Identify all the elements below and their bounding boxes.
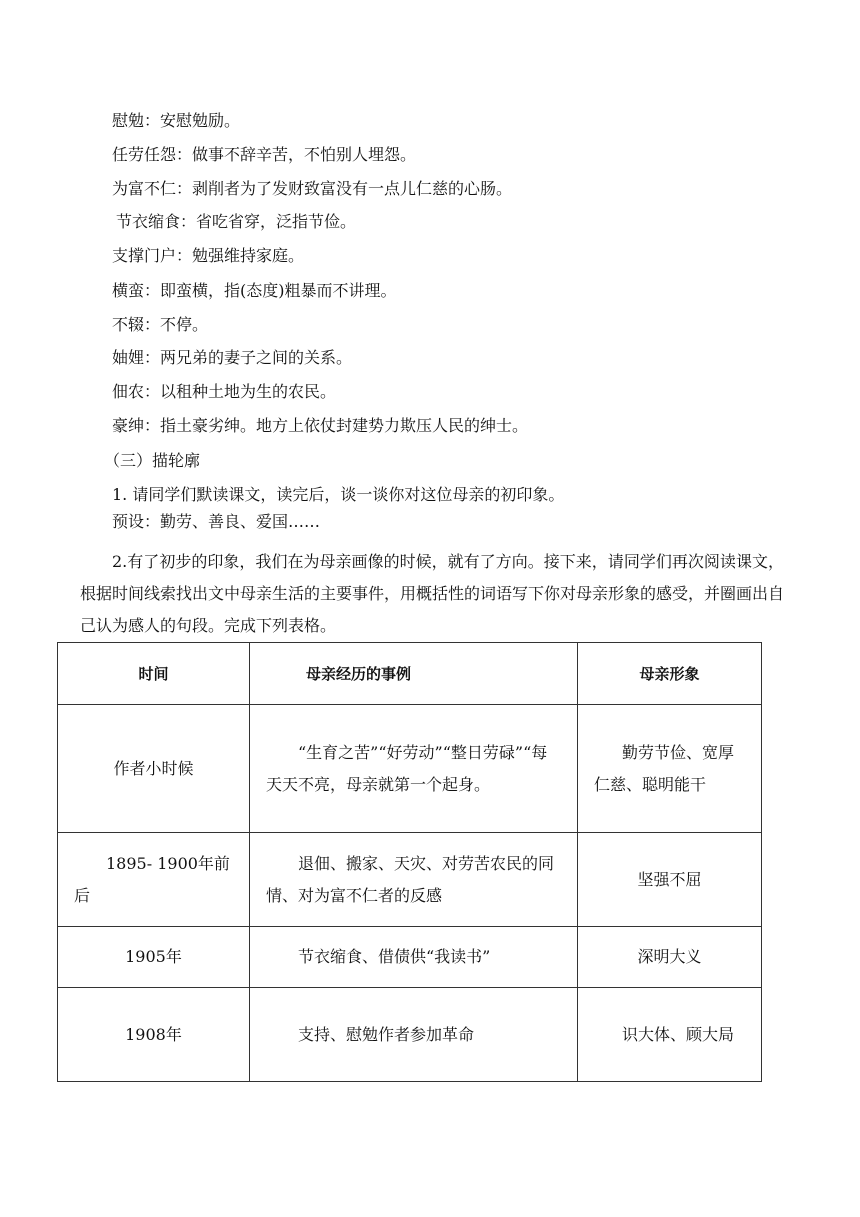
cell-event: 支持、慰勉作者参加革命: [250, 988, 578, 1082]
table-row: [58, 705, 762, 833]
header-time: 时间: [58, 643, 250, 705]
cell-time: 1908年: [58, 988, 250, 1082]
cell-event: 节衣缩食、借债供“我读书”: [250, 927, 578, 988]
table-row: [58, 988, 762, 1082]
mother-image-table: [57, 642, 762, 1082]
definition-jieyisuoshi: 节衣缩食：省吃省穿，泛指节俭。: [116, 212, 357, 231]
cell-time: 1905年: [58, 927, 250, 988]
task1-question: 1. 请同学们默读课文，读完后，谈一谈你对这位母亲的初印象。: [112, 485, 565, 504]
task2-instruction: 2.有了初步的印象，我们在为母亲画像的时候，就有了方向。接下来，请同学们再次阅读课文，根据时间线索找出文中母亲生活的主要事件，用概括性的词语写下你对母亲形象的感受，并圈画出自己认为感人的句段。完成下列表格。: [80, 552, 785, 635]
definition-hengman: 横蛮：即蛮横，指(态度)粗暴而不讲理。: [112, 281, 397, 300]
definition-zhichengmenhu: 支撑门户：勉强维持家庭。: [112, 246, 305, 265]
cell-time: 1895- 1900年前后: [58, 833, 250, 927]
cell-event: 退佃、搬家、天灾、对劳苦农民的同情、对为富不仁者的反感: [250, 833, 578, 927]
definition-haoshen: 豪绅：指土豪劣绅。地方上依仗封建势力欺压人民的绅士。: [112, 416, 529, 435]
definition-diannong: 佃农：以租种土地为生的农民。: [112, 382, 337, 401]
definition-weifuburen: 为富不仁：剥削者为了发财致富没有一点儿仁慈的心肠。: [112, 179, 513, 198]
definition-zhouli: 妯娌：两兄弟的妻子之间的关系。: [112, 348, 353, 367]
header-image: 母亲形象: [578, 643, 762, 705]
definition-weimian: 慰勉：安慰勉励。: [112, 111, 241, 130]
task1-preset: 预设：勤劳、善良、爱国……: [112, 512, 321, 531]
table-row: [58, 833, 762, 927]
table-row: [58, 927, 762, 988]
header-event: 母亲经历的事例: [250, 643, 578, 705]
cell-event: “生育之苦”“好劳动”“整日劳碌”“每天天不亮，母亲就第一个起身。: [250, 705, 578, 833]
definition-renlaorenyuan: 任劳任怨：做事不辞辛苦，不怕别人埋怨。: [112, 145, 417, 164]
cell-time: 作者小时候: [58, 705, 250, 833]
table-header-row: [58, 643, 762, 705]
definition-buchuo: 不辍：不停。: [112, 315, 209, 334]
cell-image: 深明大义: [578, 927, 762, 988]
cell-image: 识大体、顾大局: [578, 988, 762, 1082]
cell-image: 坚强不屈: [578, 833, 762, 927]
cell-image: 勤劳节俭、宽厚仁慈、聪明能干: [578, 705, 762, 833]
section-heading: （三）描轮廓: [104, 451, 201, 470]
